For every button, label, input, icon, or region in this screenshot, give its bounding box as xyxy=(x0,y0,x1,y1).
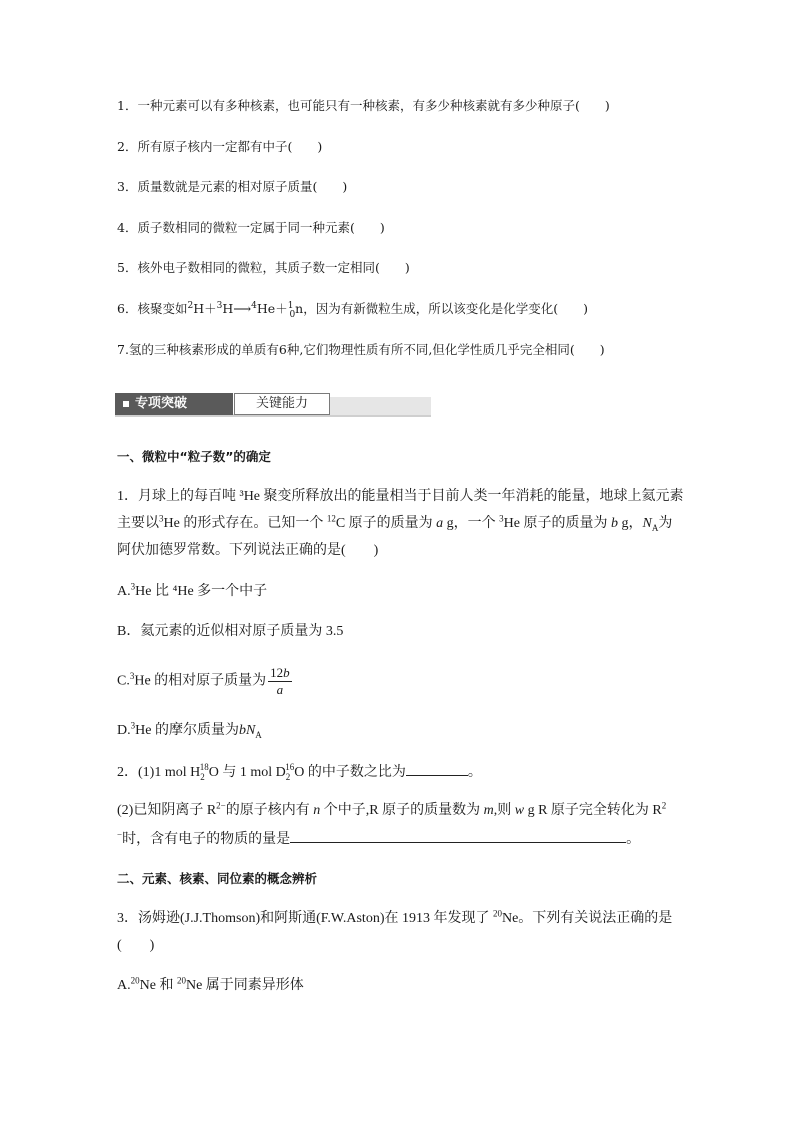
answer-blank-2[interactable] xyxy=(290,828,626,843)
problem3-option-a: A.$^{20}$Ne 和 $^{20}$Ne 属于同素异形体 xyxy=(117,975,304,993)
problem2-part2-line1: (2)已知阴离子 $R^{2-}$的原子核内有 n 个中子,R 原子的质量数为 m,则 w g R 原子完全转化为 $R^2$ xyxy=(117,800,667,818)
judge-q7: 7.氢的三种核素形成的单质有6种,它们物理性质有所不同,但化学性质几乎完全相同( ) xyxy=(117,342,605,357)
judge-q2: 2．所有原子核内一定都有中子( ) xyxy=(117,139,323,154)
problem2-part1: 2．(1)1 mol $H_2^{18}O$ 与 1 mol $D_2^{16}O$ 的中子数之比为 。 xyxy=(117,762,482,782)
banner-subtitle: 关键能力 xyxy=(234,393,330,415)
problem3-line2: ( ) xyxy=(117,938,155,953)
section-heading-2: 二、元素、核素、同位素的概念辨析 xyxy=(117,871,318,886)
problem1-option-a: A.$^3$He 比 ⁴He 多一个中子 xyxy=(117,581,268,599)
problem2-part2-line2: −时，含有电子的物质的量是 。 xyxy=(117,829,641,847)
section-heading-1: 一、微粒中“粒子数”的确定 xyxy=(117,449,271,464)
problem1-line2: 主要以$^3$He 的形式存在。已知一个 $^{12}$C 原子的质量为 a g，一个 $^3$He 原子的质量为 b g，$N_A$为 xyxy=(117,513,673,533)
judge-q6-suffix: ，因为有新微粒生成，所以该变化是化学变化( ) xyxy=(303,301,588,316)
judge-q3: 3．质量数就是元素的相对原子质量( ) xyxy=(117,179,348,194)
problem1-option-d: D.$^3$He 的摩尔质量为$bN_A$ xyxy=(117,720,262,740)
section-banner xyxy=(115,389,431,425)
banner-title: 专项突破 xyxy=(115,393,233,415)
fraction-12b-over-a: $\frac{12b}{a}$ xyxy=(270,665,290,697)
judge-q5: 5．核外电子数相同的微粒，其质子数一定相同( ) xyxy=(117,260,410,275)
problem1-line3: 阿伏加德罗常数。下列说法正确的是( ) xyxy=(117,543,379,558)
judge-q1: 1．一种元素可以有多种核素，也可能只有一种核素，有多少种核素就有多少种原子( ) xyxy=(117,98,610,113)
square-bullet-icon xyxy=(123,401,129,407)
problem1-line1: 1．月球上的每百吨 ³He 聚变所释放出的能量相当于目前人类一年消耗的能量，地球上氦元素 xyxy=(117,489,684,504)
judge-q6-prefix: 6．核聚变如 xyxy=(117,301,188,316)
judge-q6 xyxy=(117,299,588,319)
answer-blank-1[interactable] xyxy=(406,761,468,776)
banner-tail xyxy=(330,397,431,415)
fusion-equation: $^2$H＋$^3$H⟶$^4$He＋$^1_0$n xyxy=(187,300,304,320)
problem1-option-b: B．氦元素的近似相对原子质量为 3.5 xyxy=(117,624,344,639)
problem1-option-c: C.$^3$He 的相对原子质量为 $\frac{12b}{a}$ xyxy=(117,665,290,697)
problem3-line1: 3．汤姆逊(J.J.Thomson)和阿斯通(F.W.Aston)在 1913 年发现了 $^{20}$Ne。下列有关说法正确的是 xyxy=(117,908,673,926)
judge-q4: 4．质子数相同的微粒一定属于同一种元素( ) xyxy=(117,220,385,235)
